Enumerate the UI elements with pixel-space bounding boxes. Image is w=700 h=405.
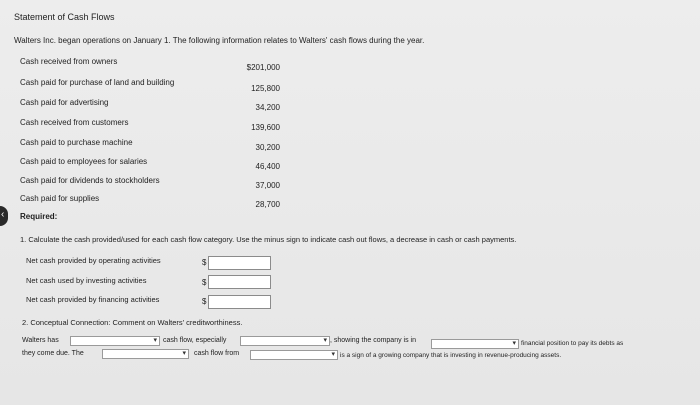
investing-input[interactable] (208, 275, 271, 289)
item-value: 37,000 (255, 181, 280, 190)
item-label: Cash paid to purchase machine (20, 138, 133, 147)
item-label: Cash paid for advertising (20, 98, 109, 107)
sentence-part: they come due. The (22, 350, 84, 357)
sentence-part: cash flow, especially (163, 337, 227, 344)
item-label: Cash paid to employees for salaries (20, 157, 148, 166)
item-value: 139,600 (251, 123, 280, 132)
sentence-part: Walters has (22, 337, 59, 344)
item-label: Cash paid for purchase of land and building (20, 78, 175, 87)
item-value: 46,400 (255, 162, 280, 171)
investing-label: Net cash used by investing activities (26, 276, 147, 285)
dropdown-1[interactable] (70, 336, 160, 346)
item-label: Cash paid for supplies (20, 194, 100, 203)
operating-label: Net cash provided by operating activities (26, 256, 161, 265)
item-label: Cash paid for dividends to stockholders (20, 176, 160, 185)
item-label: Cash received from customers (20, 118, 129, 127)
page-title: Statement of Cash Flows (14, 12, 115, 22)
chevron-down-icon: ▾ (153, 337, 157, 344)
sentence-part: , showing the company is in (330, 337, 416, 344)
intro-text: Walters Inc. began operations on January 1. The following information relates to Walters' cash flows during the year. (14, 36, 425, 45)
question-2: 2. Conceptual Connection: Comment on Walters' creditworthiness. (22, 318, 243, 327)
item-value: 28,700 (255, 200, 280, 209)
chevron-down-icon: ▾ (182, 350, 186, 357)
item-label: Cash received from owners (20, 57, 118, 66)
collapse-tab[interactable] (0, 206, 8, 226)
required-heading: Required: (20, 212, 58, 221)
dropdown-4[interactable] (102, 349, 189, 359)
chevron-down-icon: ▾ (512, 340, 516, 347)
currency-symbol: $ (202, 258, 207, 267)
sentence-part: is a sign of a growing company that is investing in revenue-producing assets. (340, 352, 562, 359)
chevron-down-icon: ▾ (323, 337, 327, 344)
financing-input[interactable] (208, 295, 271, 309)
chevron-down-icon: ▾ (331, 351, 335, 358)
item-value: 125,800 (251, 84, 280, 93)
sentence-part: financial position to pay its debts as (521, 340, 624, 347)
operating-input[interactable] (208, 256, 271, 270)
chevron-left-icon: ‹ (1, 209, 5, 220)
currency-symbol: $ (202, 297, 207, 306)
item-value: $201,000 (246, 63, 280, 72)
sentence-part: cash flow from (194, 350, 240, 357)
dropdown-2[interactable] (240, 336, 330, 346)
dropdown-3[interactable] (431, 339, 519, 349)
currency-symbol: $ (202, 278, 207, 287)
question-1: 1. Calculate the cash provided/used for each cash flow category. Use the minus sign to indicate cash out flows, a decrease in cash or cash payments. (20, 235, 517, 244)
dropdown-5[interactable] (250, 350, 338, 360)
item-value: 34,200 (255, 103, 280, 112)
item-value: 30,200 (255, 143, 280, 152)
financing-label: Net cash provided by financing activities (26, 295, 160, 304)
